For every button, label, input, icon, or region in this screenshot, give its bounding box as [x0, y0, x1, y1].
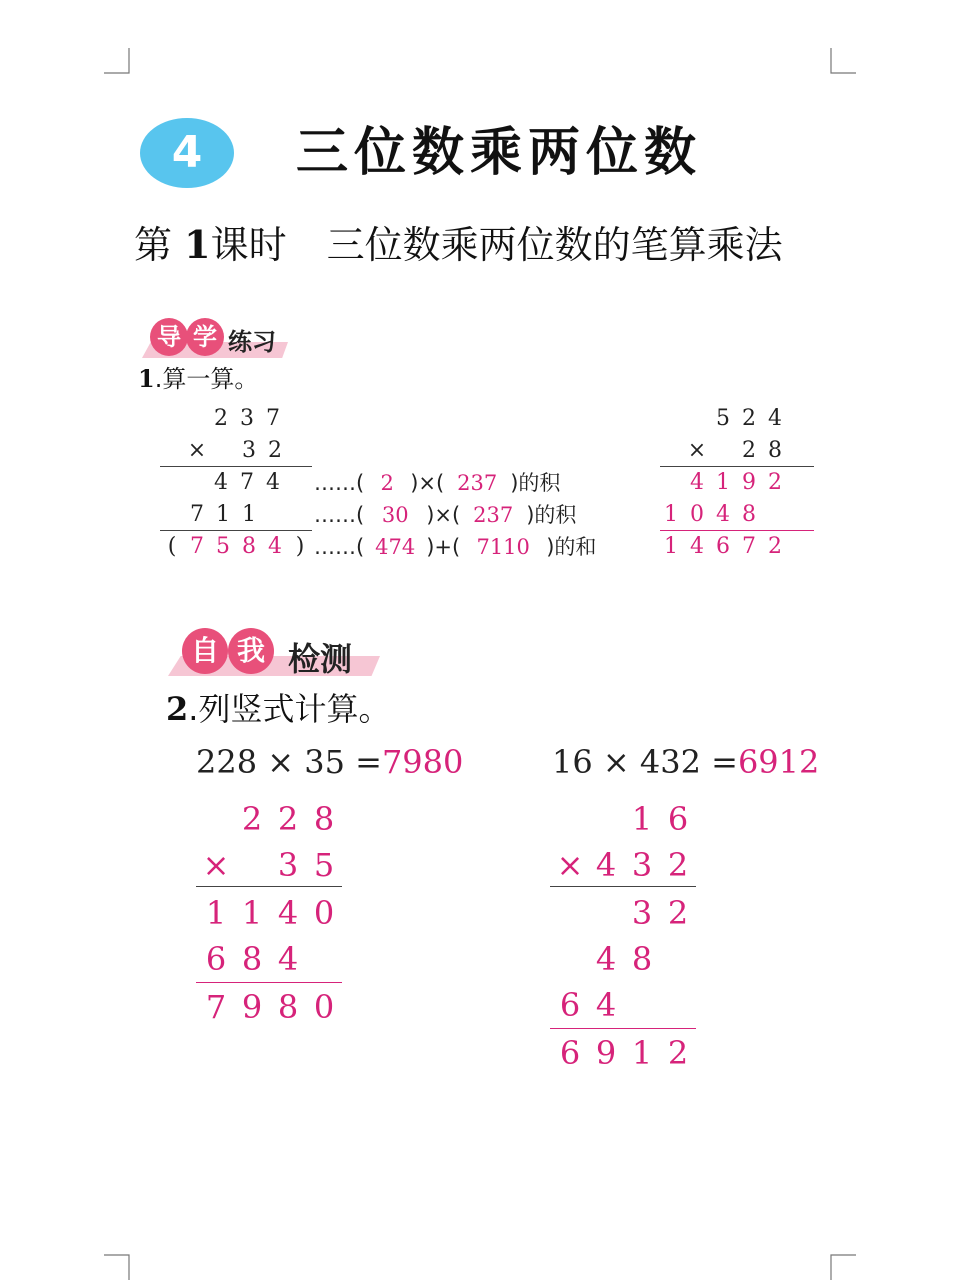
crop-mark-top-left: [104, 48, 130, 74]
equation-answer: 6912: [737, 743, 820, 781]
q2-right-row-4: 4 8: [595, 940, 653, 978]
q2-right-equation: [552, 742, 819, 782]
q1-right-result: 1 4 6 7 2: [664, 534, 782, 559]
equation-answer: 7980: [381, 743, 464, 781]
lesson-number: 1: [184, 222, 211, 267]
lesson-heading: [134, 220, 783, 270]
q1-annotation-1: ……( 2 )×( 237 )的积: [314, 471, 561, 495]
q1-right-multiplicand: 5 2 4: [716, 406, 782, 431]
q2-right-row-3: 3 2: [631, 894, 689, 932]
q2-left-row-2: × 3 5: [202, 846, 335, 884]
section-tag-guided-practice: [142, 318, 288, 358]
q2-left-row-4: 6 8 4: [205, 940, 299, 978]
q2-right-row-2: × 4 3 2: [556, 846, 689, 884]
tag-bubble: 我: [228, 628, 274, 674]
q2-left-row-3: 1 1 4 0: [205, 894, 335, 932]
tag-text: 练习: [228, 328, 276, 356]
q2-right-row-1: 1 6: [631, 800, 689, 838]
crop-mark-bottom-right: [830, 1254, 856, 1280]
question-number: 2: [166, 690, 189, 728]
q2-right-line-1: [550, 886, 696, 887]
q1-annotation-3: ……( 474 )+( 7110 )的和: [314, 535, 597, 559]
q1-left-partial-2: 7 1 1: [190, 502, 256, 527]
q1-right-line-1: [660, 466, 814, 467]
question-text: .算一算。: [154, 365, 259, 393]
q1-right-partial-2: 1 0 4 8: [664, 502, 756, 527]
question-number: 1: [138, 364, 155, 393]
q1-left-partial-1: 4 7 4: [214, 470, 280, 495]
q2-left-line-1: [196, 886, 342, 887]
lesson-prefix: 第: [134, 223, 173, 267]
q1-annotation-2: ……( 30 )×( 237 )的积: [314, 503, 577, 527]
q1-right-partial-1: 4 1 9 2: [690, 470, 782, 495]
q2-right-row-6: 6 9 1 2: [559, 1034, 689, 1072]
question-2-title: [166, 688, 390, 730]
q1-left-line-2: [160, 530, 312, 531]
q2-left-row-5: 7 9 8 0: [205, 988, 335, 1026]
q1-left-line-1: [160, 466, 312, 467]
question-1-title: [138, 364, 258, 394]
tag-text: 检测: [288, 640, 353, 678]
chapter-title: 三位数乘两位数: [296, 123, 703, 183]
q2-right-line-2: [550, 1028, 696, 1029]
lesson-suffix: 课时: [210, 223, 287, 267]
q1-right-multiplier: × 2 8: [687, 438, 782, 463]
crop-mark-top-right: [830, 48, 856, 74]
crop-mark-bottom-left: [104, 1254, 130, 1280]
q1-left-multiplier: × 3 2: [187, 438, 282, 463]
equation-text: 16 × 432 =: [552, 743, 738, 781]
tag-bubble: 自: [182, 628, 228, 674]
q2-left-row-1: 2 2 8: [241, 800, 335, 838]
section-tag-self-check: [168, 628, 380, 676]
q1-left-result: ( 7 5 8 4 ): [167, 534, 305, 559]
q2-left-equation: [196, 742, 463, 782]
equation-text: 228 × 35 =: [196, 743, 382, 781]
q1-right-line-2: [660, 530, 814, 531]
chapter-number-badge: 4: [140, 118, 234, 188]
question-text: .列竖式计算。: [188, 690, 391, 728]
lesson-title: 三位数乘两位数的笔算乘法: [326, 223, 783, 267]
q2-right-row-5: 6 4: [559, 986, 617, 1024]
tag-bubble: 学: [186, 318, 224, 356]
q1-left-multiplicand: 2 3 7: [214, 406, 280, 431]
q2-left-line-2: [196, 982, 342, 983]
tag-bubble: 导: [150, 318, 188, 356]
